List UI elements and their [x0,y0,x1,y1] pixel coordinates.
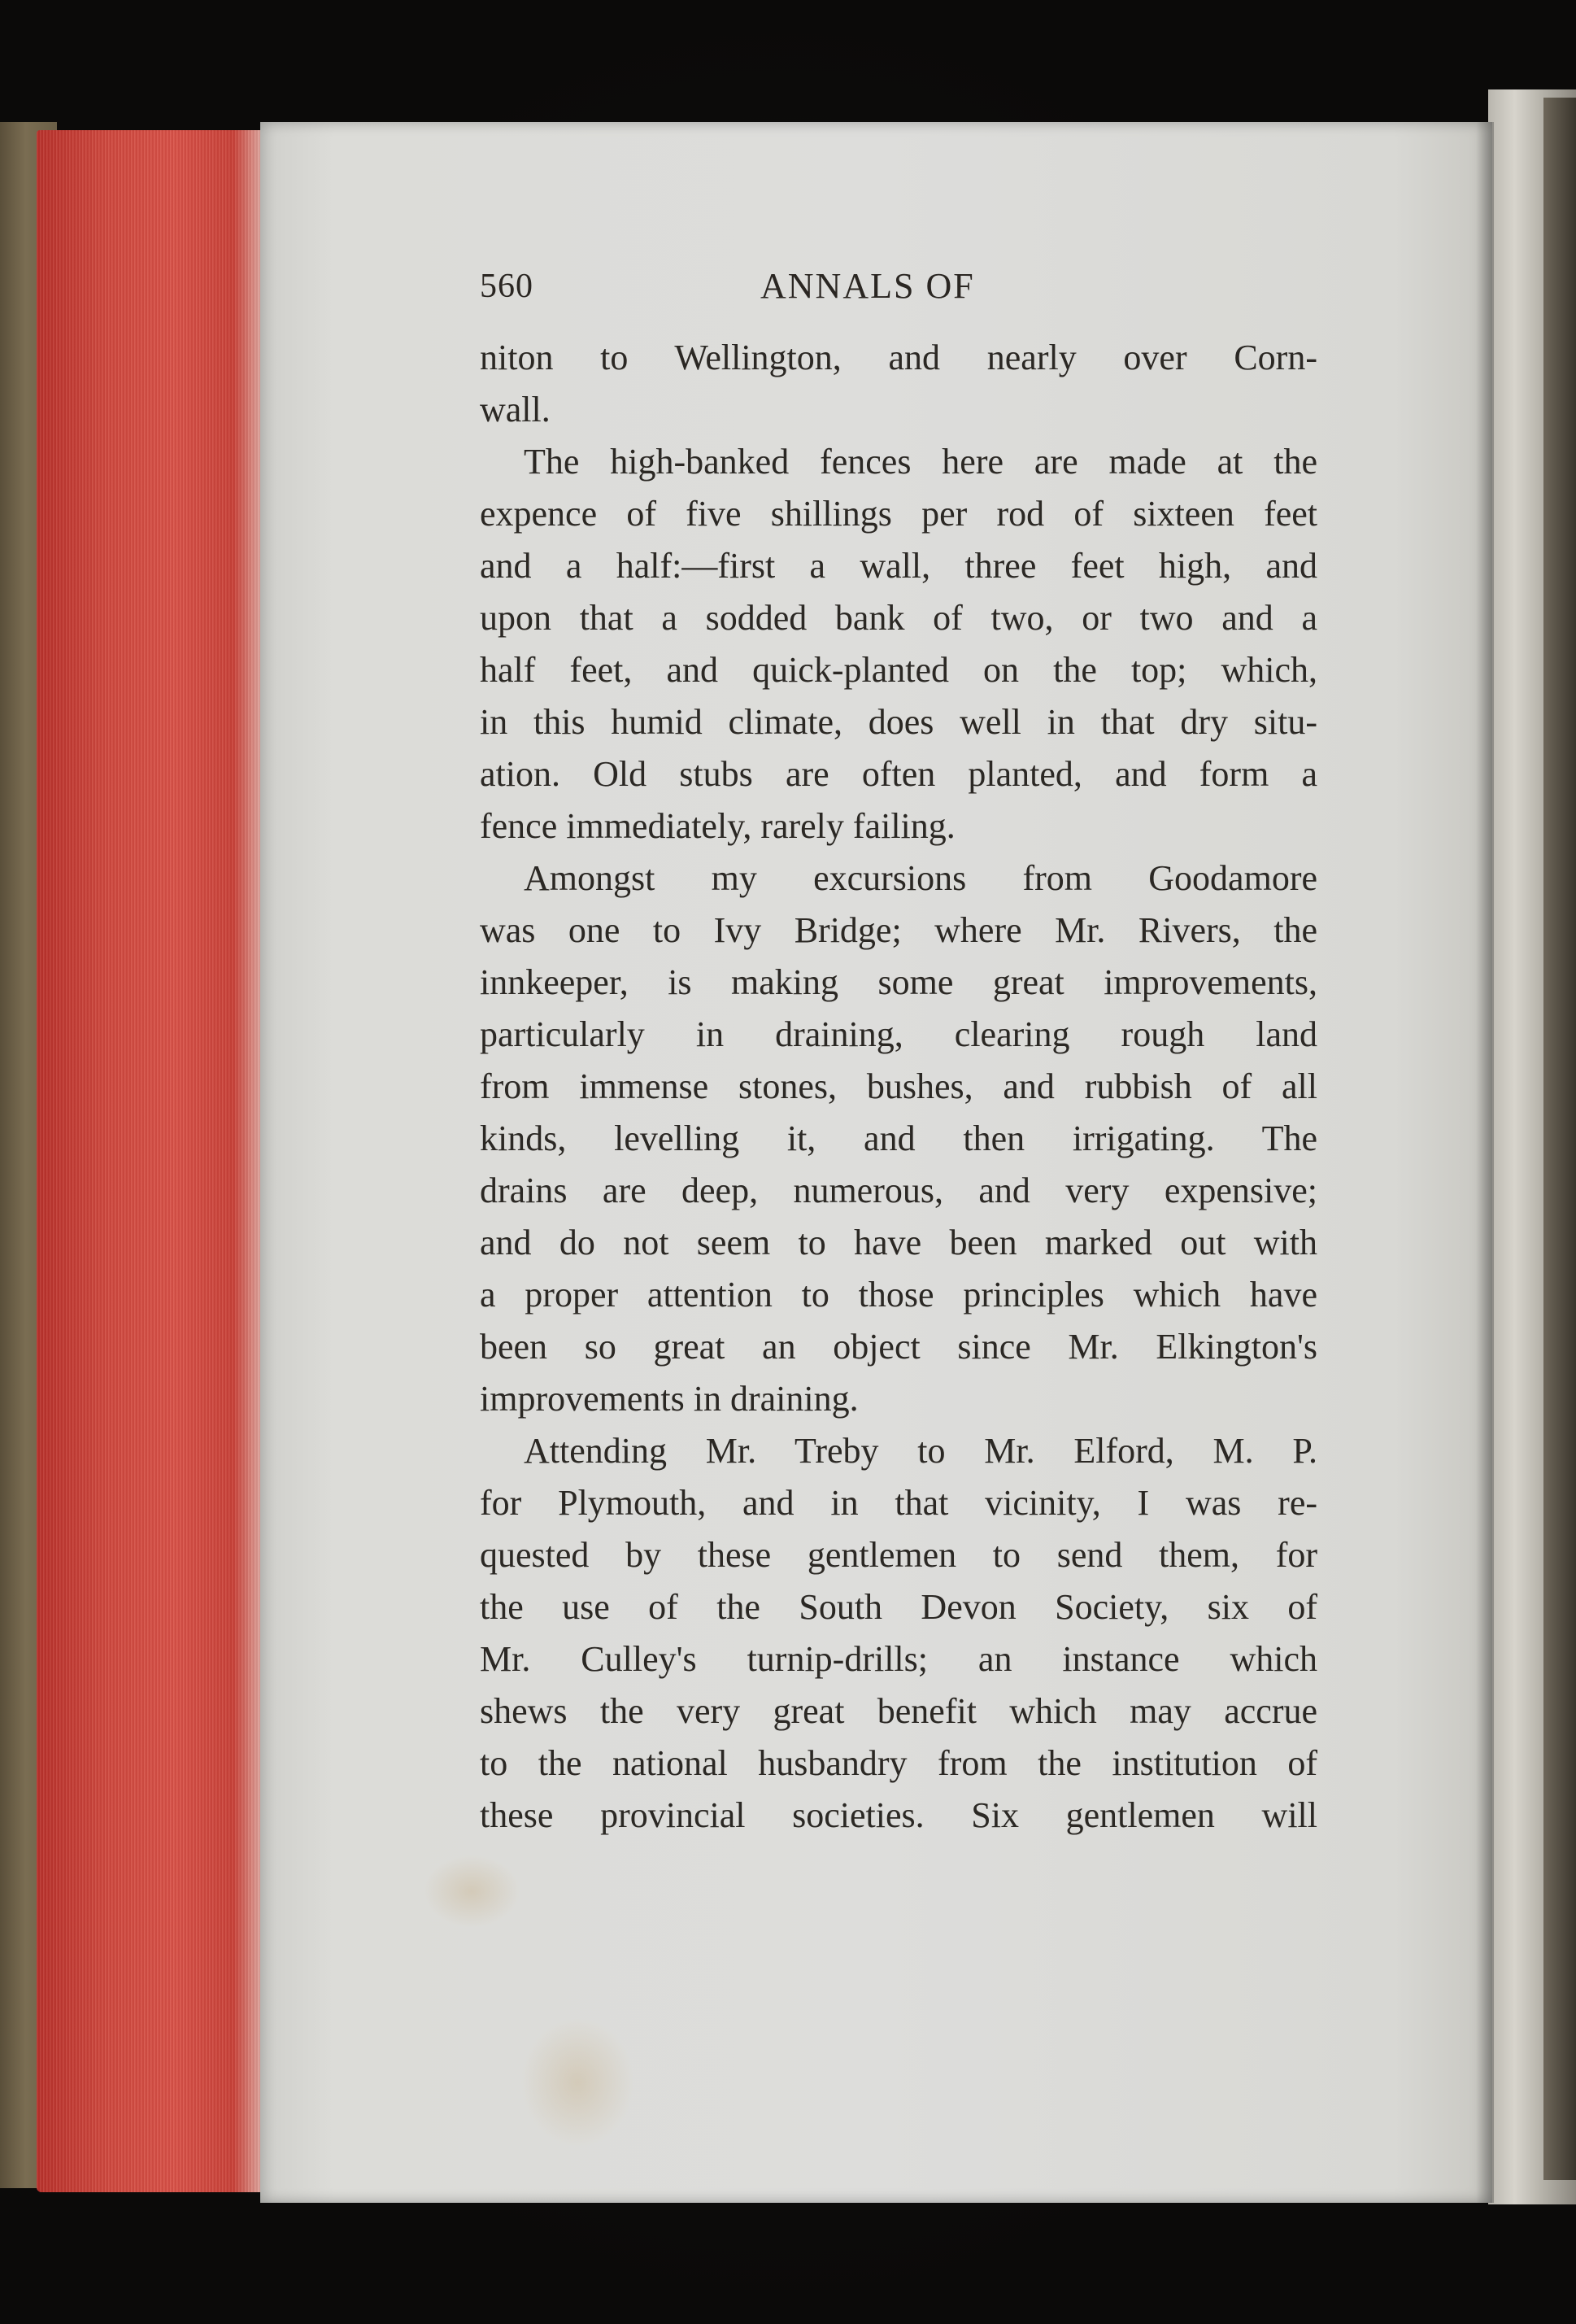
page-header [480,259,1317,316]
text-line: a proper attention to those principles which have [480,1275,1317,1315]
text-line: the use of the South Devon Society, six of [480,1587,1317,1627]
running-head: ANNALS OF [760,266,975,306]
text-line: The high-banked fences here are made at the [524,442,1317,482]
text-line: half feet, and quick-planted on the top; which, [480,650,1317,690]
body-text [480,332,1317,1842]
text-line: fence immediately, rarely failing. [480,806,956,846]
book-cover-right [1543,98,1576,2180]
text-line: Mr. Culley's turnip-drills; an instance which [480,1639,1317,1679]
text-line: kinds, levelling it, and then irrigating. The [480,1118,1317,1158]
text-line: niton to Wellington, and nearly over Corn- [480,338,1317,377]
text-line: been so great an object since Mr. Elkington's [480,1327,1317,1367]
text-line: ation. Old stubs are often planted, and form a [480,754,1317,794]
page-gutter-shadow [1476,122,1494,2203]
page-number: 560 [480,268,533,305]
text-line: Amongst my excursions from Goodamore [524,858,1317,898]
text-line: improvements in draining. [480,1379,859,1419]
text-line: from immense stones, bushes, and rubbish of all [480,1066,1317,1106]
text-line: and a half:—first a wall, three feet high, and [480,546,1317,586]
text-line: wall. [480,390,551,429]
text-line: for Plymouth, and in that vicinity, I was re- [480,1483,1317,1523]
text-line: and do not seem to have been marked out with [480,1223,1317,1262]
text-line: quested by these gentlemen to send them, for [480,1535,1317,1575]
text-line: upon that a sodded bank of two, or two and a [480,598,1317,638]
foxing-stain [520,2017,634,2147]
text-line: in this humid climate, does well in that dry situ- [480,702,1317,742]
text-line: was one to Ivy Bridge; where Mr. Rivers, the [480,910,1317,950]
text-line: shews the very great benefit which may accrue [480,1691,1317,1731]
text-line: innkeeper, is making some great improvements, [480,962,1317,1002]
text-line: Attending Mr. Treby to Mr. Elford, M. P. [524,1431,1317,1471]
red-page-edges [37,130,268,2192]
foxing-stain [423,1855,520,1928]
text-line: drains are deep, numerous, and very expensive; [480,1171,1317,1210]
text-line: these provincial societies. Six gentlemen will [480,1795,1317,1835]
text-line: particularly in draining, clearing rough land [480,1014,1317,1054]
text-line: to the national husbandry from the institution of [480,1743,1317,1783]
text-line: expence of five shillings per rod of sixteen feet [480,494,1317,534]
